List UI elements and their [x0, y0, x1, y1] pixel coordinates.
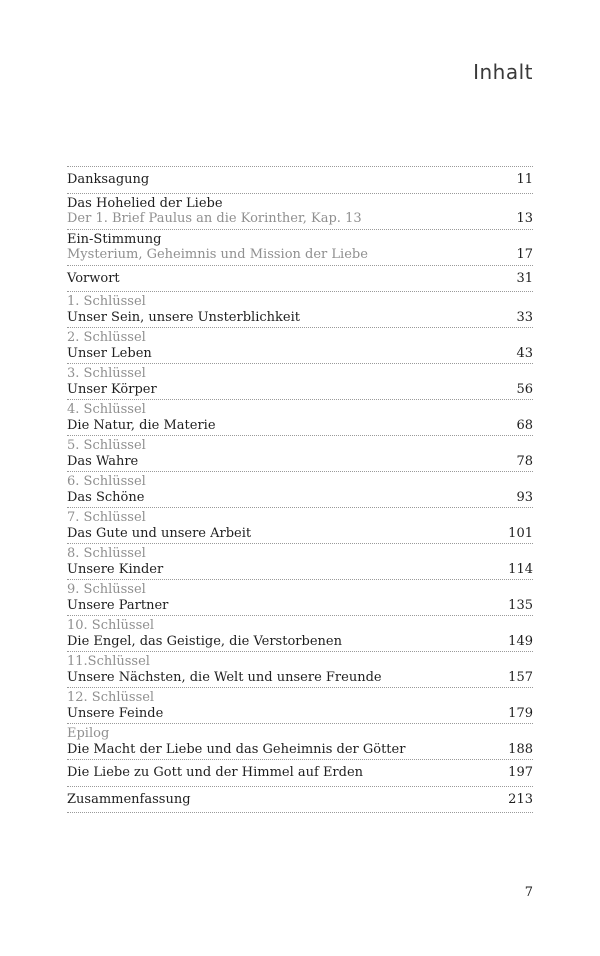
- toc-entry[interactable]: [67, 194, 533, 230]
- toc-entry[interactable]: [67, 328, 533, 364]
- toc-entry-title: Die Engel, das Geistige, die Verstorbenen: [67, 633, 342, 649]
- toc-entry[interactable]: [67, 652, 533, 688]
- toc-entry[interactable]: [67, 544, 533, 580]
- toc-entry[interactable]: [67, 616, 533, 652]
- toc-entry-title: Das Schöne: [67, 489, 145, 505]
- toc-entry-title: Die Natur, die Materie: [67, 417, 216, 433]
- toc-entry-page-number: 188: [508, 741, 533, 757]
- toc-entry[interactable]: [67, 760, 533, 787]
- toc-entry[interactable]: [67, 688, 533, 724]
- toc-entry-chapter-label: 6. Schlüssel: [67, 474, 146, 489]
- toc-entry-texts: [67, 402, 216, 433]
- toc-entry-chapter-label: 3. Schlüssel: [67, 366, 146, 381]
- toc-entry-chapter-label: 2. Schlüssel: [67, 330, 146, 345]
- toc-entry-page-number: 149: [508, 633, 533, 649]
- toc-entry-page-number: 114: [508, 561, 533, 577]
- toc-entry-page-number: 17: [516, 247, 533, 262]
- toc-entry-page-number: 101: [508, 525, 533, 541]
- toc-entry-chapter-label: 4. Schlüssel: [67, 402, 146, 417]
- toc-entry-title: Unser Leben: [67, 345, 152, 361]
- table-of-contents: [67, 166, 533, 813]
- toc-entry-texts: [67, 196, 362, 227]
- toc-entry-page-number: 68: [516, 417, 533, 433]
- toc-entry-page-number: 78: [516, 453, 533, 469]
- toc-entry[interactable]: [67, 787, 533, 814]
- toc-entry-texts: [67, 765, 363, 781]
- toc-entry-title: Ein-Stimmung: [67, 231, 162, 247]
- toc-entry-title: Unsere Nächsten, die Welt und unsere Freunde: [67, 669, 382, 685]
- toc-entry[interactable]: [67, 266, 533, 293]
- toc-entry-title: Vorwort: [67, 270, 120, 286]
- toc-entry-texts: [67, 654, 382, 685]
- toc-entry-chapter-label: 5. Schlüssel: [67, 438, 146, 453]
- toc-entry-texts: [67, 690, 163, 721]
- toc-entry[interactable]: [67, 724, 533, 760]
- toc-entry[interactable]: [67, 436, 533, 472]
- toc-entry-texts: [67, 232, 368, 263]
- toc-entry-texts: [67, 271, 120, 287]
- toc-entry[interactable]: [67, 230, 533, 266]
- toc-entry-page-number: 31: [516, 270, 533, 286]
- toc-entry-texts: [67, 366, 157, 397]
- page-title: Inhalt: [473, 60, 533, 84]
- toc-entry-title: Das Gute und unsere Arbeit: [67, 525, 252, 541]
- page-number: 7: [524, 885, 533, 900]
- toc-entry-page-number: 33: [516, 309, 533, 325]
- toc-entry-texts: [67, 438, 146, 469]
- toc-entry-page-number: 11: [516, 172, 533, 187]
- toc-entry-chapter-label: 7. Schlüssel: [67, 510, 146, 525]
- toc-entry-subtitle: Mysterium, Geheimnis und Mission der Liebe: [67, 247, 368, 262]
- toc-entry[interactable]: [67, 508, 533, 544]
- toc-entry-title: Unsere Partner: [67, 597, 169, 613]
- toc-entry[interactable]: [67, 364, 533, 400]
- toc-entry[interactable]: [67, 400, 533, 436]
- toc-entry-title: Unsere Feinde: [67, 705, 164, 721]
- toc-entry-chapter-label: 11.Schlüssel: [67, 654, 150, 669]
- toc-entry-page-number: 213: [508, 791, 533, 807]
- toc-entry-page-number: 157: [508, 669, 533, 685]
- toc-entry-page-number: 179: [508, 705, 533, 721]
- toc-entry-title: Die Macht der Liebe und das Geheimnis der Götter: [67, 741, 406, 757]
- toc-entry-chapter-label: 12. Schlüssel: [67, 690, 155, 705]
- toc-entry-texts: [67, 546, 163, 577]
- toc-entry[interactable]: [67, 580, 533, 616]
- toc-entry-title: Unser Körper: [67, 381, 157, 397]
- toc-entry-chapter-label: 1. Schlüssel: [67, 294, 146, 309]
- toc-entry[interactable]: [67, 472, 533, 508]
- toc-entry-chapter-label: Epilog: [67, 726, 110, 741]
- toc-entry-texts: [67, 726, 405, 757]
- toc-entry-page-number: 197: [508, 765, 533, 780]
- toc-entry-chapter-label: 9. Schlüssel: [67, 582, 146, 597]
- toc-entry-texts: [67, 792, 191, 808]
- toc-entry-texts: [67, 582, 168, 613]
- toc-entry[interactable]: [67, 167, 533, 194]
- toc-entry-title: Unser Sein, unsere Unsterblichkeit: [67, 309, 300, 325]
- toc-entry-texts: [67, 294, 300, 325]
- toc-entry-title: Zusammenfassung: [67, 791, 191, 807]
- toc-entry-page-number: 43: [516, 345, 533, 361]
- toc-entry-page-number: 93: [516, 489, 533, 505]
- toc-entry-subtitle: Der 1. Brief Paulus an die Korinther, Kap. 13: [67, 211, 362, 226]
- toc-entry-title: Danksagung: [67, 172, 150, 187]
- toc-entry-title: Das Wahre: [67, 453, 139, 469]
- toc-entry-chapter-label: 8. Schlüssel: [67, 546, 146, 561]
- toc-entry-title: Das Hohelied der Liebe: [67, 195, 223, 211]
- toc-entry-texts: [67, 330, 152, 361]
- toc-entry-page-number: 56: [516, 381, 533, 397]
- toc-entry-title: Unsere Kinder: [67, 561, 164, 577]
- toc-entry-title: Die Liebe zu Gott und der Himmel auf Erden: [67, 765, 364, 780]
- toc-entry-texts: [67, 618, 342, 649]
- toc-entry-page-number: 135: [508, 597, 533, 613]
- toc-entry-chapter-label: 10. Schlüssel: [67, 618, 155, 633]
- toc-entry-texts: [67, 474, 146, 505]
- toc-entry[interactable]: [67, 292, 533, 328]
- toc-entry-page-number: 13: [516, 211, 533, 226]
- toc-entry-texts: [67, 172, 149, 188]
- toc-entry-texts: [67, 510, 251, 541]
